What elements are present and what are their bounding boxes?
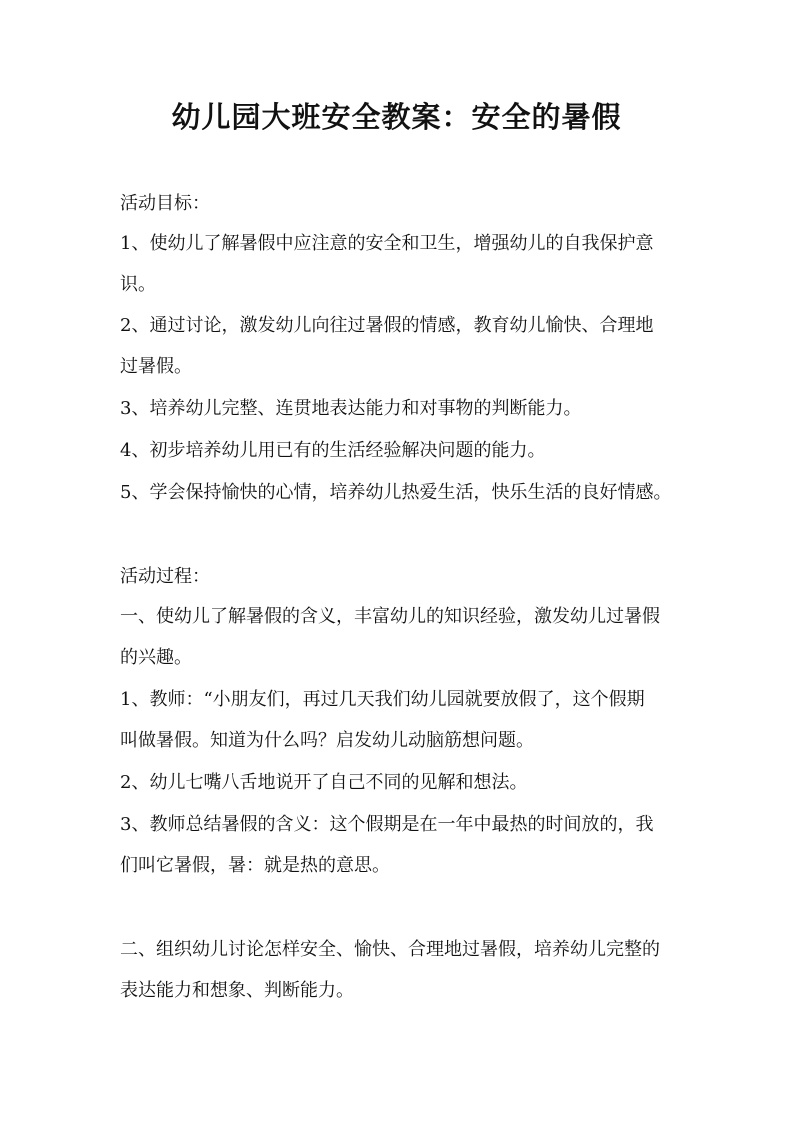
process-line: 3、教师总结暑假的含义：这个假期是在一年中最热的时间放的，我 — [120, 814, 654, 835]
goals-heading: 活动目标： — [120, 193, 210, 214]
section-two-line: 二、组织幼儿讨论怎样安全、愉快、合理地过暑假，培养幼儿完整的 — [120, 939, 660, 960]
goal-line: 4、初步培养幼儿用已有的生活经验解决问题的能力。 — [120, 440, 546, 461]
goal-line: 3、培养幼儿完整、连贯地表达能力和对事物的判断能力。 — [120, 398, 582, 419]
process-line: 们叫它暑假，暑：就是热的意思。 — [120, 855, 390, 876]
goal-line: 2、通过讨论，激发幼儿向往过暑假的情感，教育幼儿愉快、合理地 — [120, 315, 654, 336]
process-line: 的兴趣。 — [120, 647, 192, 668]
goal-line: 过暑假。 — [120, 356, 192, 377]
process-line: 一、使幼儿了解暑假的含义，丰富幼儿的知识经验，激发幼儿过暑假 — [120, 606, 660, 627]
goal-line: 5、学会保持愉快的心情，培养幼儿热爱生活，快乐生活的良好情感。 — [120, 482, 672, 503]
process-line: 1、教师：“小朋友们，再过几天我们幼儿园就要放假了，这个假期 — [120, 689, 645, 710]
process-line: 叫做暑假。知道为什么吗？启发幼儿动脑筋想问题。 — [120, 730, 534, 751]
process-line: 2、幼儿七嘴八舌地说开了自己不同的见解和想法。 — [120, 772, 528, 793]
goal-line: 1、使幼儿了解暑假中应注意的安全和卫生，增强幼儿的自我保护意 — [120, 233, 654, 254]
document-title: 幼儿园大班安全教案：安全的暑假 — [171, 100, 622, 134]
process-heading: 活动过程： — [120, 566, 210, 587]
section-two-line: 表达能力和想象、判断能力。 — [120, 980, 354, 1001]
goal-line: 识。 — [120, 274, 156, 295]
